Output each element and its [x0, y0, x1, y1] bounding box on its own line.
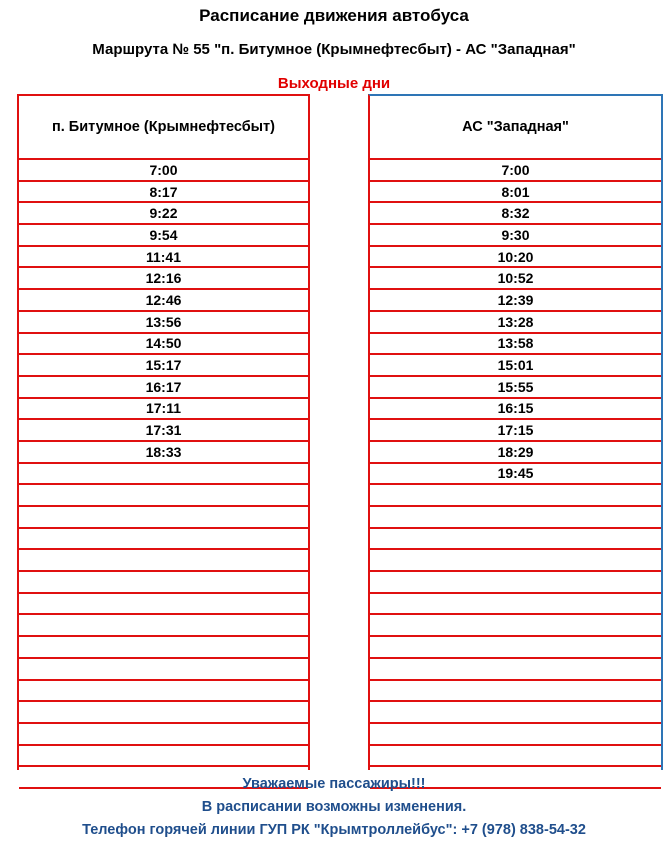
- time-row: 18:29: [370, 442, 661, 464]
- time-row: 8:01: [370, 182, 661, 204]
- time-row: [370, 746, 661, 768]
- time-row: 18:33: [19, 442, 308, 464]
- time-row: [19, 702, 308, 724]
- time-row: 12:46: [19, 290, 308, 312]
- time-row: 13:56: [19, 312, 308, 334]
- time-row: 17:11: [19, 399, 308, 421]
- time-row: [19, 572, 308, 594]
- time-row: 10:20: [370, 247, 661, 269]
- timetable-column-zapadnaya: [368, 94, 663, 770]
- time-row: [19, 681, 308, 703]
- route-name: Маршрута № 55 "п. Битумное (Крымнефтесбыт) - АС "Западная": [92, 41, 576, 58]
- timetable-column-bitumnoe: [17, 94, 310, 770]
- time-row: 9:30: [370, 225, 661, 247]
- time-row: 8:32: [370, 203, 661, 225]
- footer-greeting: Уважаемые пассажиры!!!: [242, 776, 426, 792]
- time-row: 19:45: [370, 464, 661, 486]
- day-type-label: Выходные дни: [277, 75, 391, 92]
- time-row: [19, 485, 308, 507]
- time-row: [370, 550, 661, 572]
- time-row: [370, 507, 661, 529]
- time-row: 13:28: [370, 312, 661, 334]
- time-row: [19, 724, 308, 746]
- time-row: [19, 659, 308, 681]
- time-row: [19, 464, 308, 486]
- time-row: [370, 659, 661, 681]
- time-row: 14:50: [19, 334, 308, 356]
- time-row: [370, 572, 661, 594]
- time-row: [370, 637, 661, 659]
- footer-hotline: Телефон горячей линии ГУП РК "Крымтроллейбус": +7 (978) 838-54-32: [82, 822, 586, 838]
- time-row: [370, 529, 661, 551]
- time-row: [370, 485, 661, 507]
- time-row: [19, 637, 308, 659]
- time-row: [19, 507, 308, 529]
- time-row: 16:15: [370, 399, 661, 421]
- time-row: [19, 615, 308, 637]
- time-row: [19, 594, 308, 616]
- time-row: [370, 594, 661, 616]
- time-row: 11:41: [19, 247, 308, 269]
- time-row: [19, 746, 308, 768]
- time-row: 15:17: [19, 355, 308, 377]
- time-row: 9:22: [19, 203, 308, 225]
- time-row: 17:31: [19, 420, 308, 442]
- time-row: 8:17: [19, 182, 308, 204]
- timetable: [17, 94, 662, 770]
- time-row: 7:00: [370, 160, 661, 182]
- time-row: [370, 615, 661, 637]
- column-rows: [370, 160, 661, 789]
- time-row: 17:15: [370, 420, 661, 442]
- time-row: [370, 681, 661, 703]
- footer-notice: В расписании возможны изменения.: [201, 799, 467, 815]
- time-row: 15:01: [370, 355, 661, 377]
- time-row: 16:17: [19, 377, 308, 399]
- time-row: [370, 702, 661, 724]
- schedule-title: Расписание движения автобуса: [199, 6, 469, 25]
- time-row: 7:00: [19, 160, 308, 182]
- column-header: АС "Западная": [370, 96, 661, 160]
- time-row: [19, 550, 308, 572]
- time-row: 9:54: [19, 225, 308, 247]
- time-row: 10:52: [370, 268, 661, 290]
- time-row: [19, 529, 308, 551]
- time-row: 12:16: [19, 268, 308, 290]
- column-rows: [19, 160, 308, 789]
- column-header: п. Битумное (Крымнефтесбыт): [19, 96, 308, 160]
- time-row: 12:39: [370, 290, 661, 312]
- time-row: 13:58: [370, 334, 661, 356]
- time-row: [370, 724, 661, 746]
- time-row: 15:55: [370, 377, 661, 399]
